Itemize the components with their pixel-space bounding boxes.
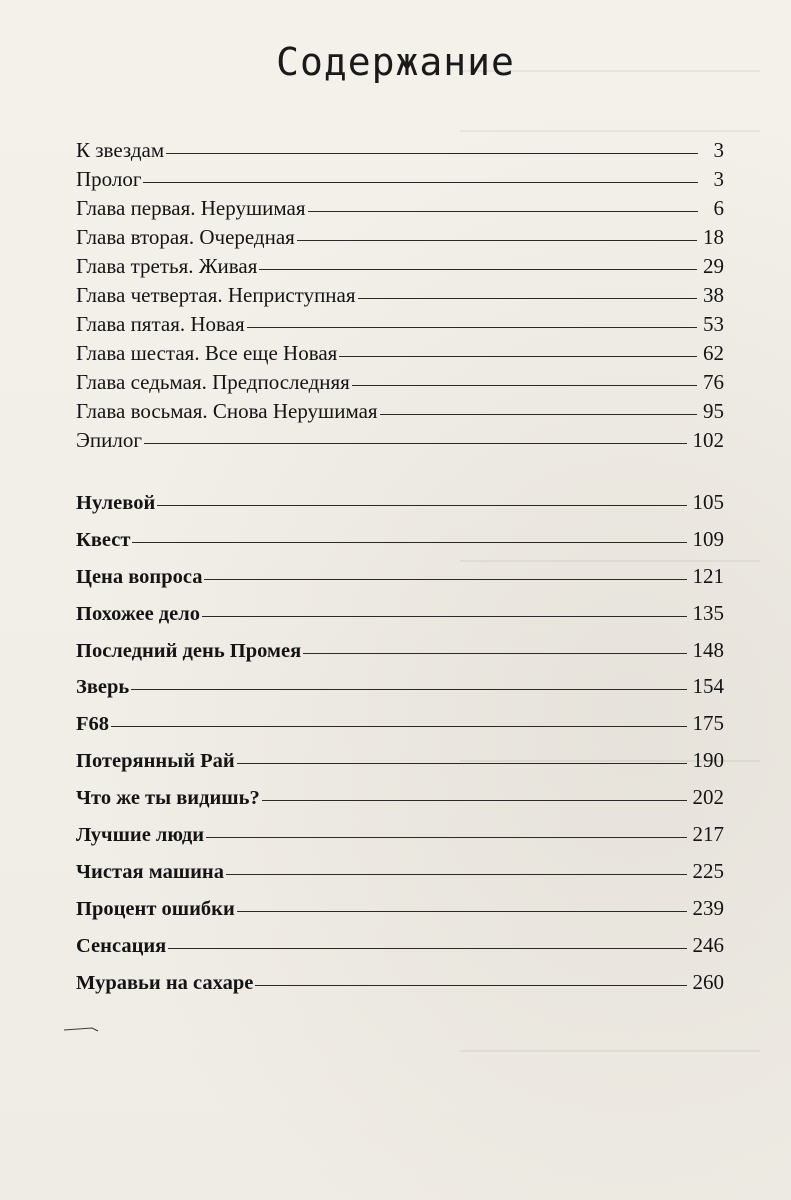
toc-entry-page: 3 bbox=[713, 167, 724, 191]
toc-entry[interactable] bbox=[76, 138, 724, 167]
toc-entry-page: 154 bbox=[692, 674, 724, 699]
toc-leader-line bbox=[132, 542, 686, 543]
toc-leader-line bbox=[358, 298, 697, 299]
toc-entry-page: 76 bbox=[703, 370, 724, 394]
toc-entry-title: Потерянный Рай bbox=[76, 750, 235, 773]
toc-entry[interactable] bbox=[76, 167, 724, 196]
toc-leader-line bbox=[131, 689, 686, 690]
toc-entry-page: 95 bbox=[703, 399, 724, 423]
toc-leader-line bbox=[308, 211, 699, 212]
toc-leader-line bbox=[255, 985, 686, 986]
toc-entry[interactable] bbox=[76, 711, 724, 748]
toc-leader-line bbox=[237, 763, 687, 764]
toc-entry[interactable] bbox=[76, 748, 724, 785]
toc-entry-title: Глава четвертая. Неприступная bbox=[76, 283, 356, 307]
toc-entry-title: Эпилог bbox=[76, 428, 142, 452]
toc-entry-page: 260 bbox=[692, 969, 724, 994]
toc-entry-page: 121 bbox=[692, 563, 724, 588]
toc-section-novel bbox=[76, 138, 724, 457]
toc-entry-title: Что же ты видишь? bbox=[76, 787, 260, 810]
toc-leader-line bbox=[204, 579, 686, 580]
toc-leader-line bbox=[226, 874, 687, 875]
toc-leader-line bbox=[303, 653, 686, 654]
toc-leader-line bbox=[157, 505, 686, 506]
toc-entry-page: 239 bbox=[692, 895, 724, 920]
toc-entry-page: 38 bbox=[703, 283, 724, 307]
toc-entry[interactable] bbox=[76, 564, 724, 601]
toc-leader-line bbox=[202, 616, 686, 617]
toc-leader-line bbox=[111, 726, 686, 727]
toc-entry-title: Муравьи на сахаре bbox=[76, 971, 254, 994]
toc-entry[interactable] bbox=[76, 970, 724, 1007]
bleed-through-line bbox=[460, 130, 760, 132]
toc-entry-title: Сенсация bbox=[76, 934, 167, 957]
toc-entry[interactable] bbox=[76, 225, 724, 254]
toc-entry-title: Лучшие люди bbox=[76, 824, 205, 847]
toc-entry[interactable] bbox=[76, 254, 724, 283]
toc-entry-page: 29 bbox=[703, 254, 724, 278]
contents-heading: Содержание bbox=[276, 40, 515, 84]
toc-leader-line bbox=[168, 948, 686, 949]
toc-leader-line bbox=[352, 385, 697, 386]
toc-entry-page: 53 bbox=[703, 312, 724, 336]
toc-entry-page: 6 bbox=[713, 196, 724, 220]
toc-entry[interactable] bbox=[76, 859, 724, 896]
toc-entry-title: Похожее дело bbox=[76, 602, 201, 625]
toc-entry-title: Пролог bbox=[76, 167, 142, 191]
toc-entry-title: Глава шестая. Все еще Новая bbox=[76, 341, 338, 365]
toc-entry[interactable] bbox=[76, 822, 724, 859]
toc-entry-page: 246 bbox=[692, 932, 724, 957]
toc-entry-page: 3 bbox=[713, 138, 724, 162]
toc-entry-title: Нулевой bbox=[76, 492, 156, 514]
toc-entry[interactable] bbox=[76, 312, 724, 341]
toc-entry-page: 105 bbox=[692, 490, 724, 514]
section-gap bbox=[76, 457, 724, 490]
pen-mark bbox=[62, 1024, 102, 1034]
toc-entry[interactable] bbox=[76, 674, 724, 711]
toc-entry-page: 102 bbox=[692, 428, 724, 452]
table-of-contents bbox=[76, 138, 724, 1006]
toc-leader-line bbox=[259, 269, 697, 270]
toc-entry-title: Глава пятая. Новая bbox=[76, 312, 245, 336]
toc-entry-page: 225 bbox=[692, 858, 724, 883]
bleed-through-line bbox=[460, 1050, 760, 1052]
toc-entry[interactable] bbox=[76, 490, 724, 527]
toc-entry-title: К звездам bbox=[76, 138, 165, 162]
toc-entry-page: 217 bbox=[692, 822, 724, 847]
toc-entry[interactable] bbox=[76, 196, 724, 225]
toc-leader-line bbox=[262, 800, 687, 801]
toc-entry-page: 18 bbox=[703, 225, 724, 249]
toc-entry[interactable] bbox=[76, 933, 724, 970]
toc-entry-page: 109 bbox=[692, 526, 724, 551]
toc-entry-title: F68 bbox=[76, 713, 110, 736]
toc-entry[interactable] bbox=[76, 399, 724, 428]
toc-entry-title: Глава первая. Нерушимая bbox=[76, 196, 306, 220]
toc-entry-title: Чистая машина bbox=[76, 860, 224, 883]
toc-entry-title: Зверь bbox=[76, 676, 130, 699]
toc-entry[interactable] bbox=[76, 370, 724, 399]
toc-entry-title: Последний день Промея bbox=[76, 639, 302, 662]
toc-entry[interactable] bbox=[76, 601, 724, 638]
toc-leader-line bbox=[237, 911, 687, 912]
toc-entry[interactable] bbox=[76, 283, 724, 312]
toc-entry-title: Квест bbox=[76, 528, 131, 551]
toc-entry-title: Цена вопроса bbox=[76, 565, 203, 588]
toc-leader-line bbox=[297, 240, 697, 241]
toc-entry[interactable] bbox=[76, 638, 724, 675]
toc-entry-page: 62 bbox=[703, 341, 724, 365]
toc-entry[interactable] bbox=[76, 527, 724, 564]
toc-entry-title: Глава вторая. Очередная bbox=[76, 225, 295, 249]
toc-leader-line bbox=[144, 443, 687, 444]
toc-entry-page: 202 bbox=[692, 785, 724, 810]
toc-entry[interactable] bbox=[76, 785, 724, 822]
toc-leader-line bbox=[143, 182, 698, 183]
toc-entry-page: 175 bbox=[692, 711, 724, 736]
toc-leader-line bbox=[380, 414, 697, 415]
toc-leader-line bbox=[247, 327, 697, 328]
toc-leader-line bbox=[339, 356, 697, 357]
toc-entry-title: Глава седьмая. Предпоследняя bbox=[76, 370, 350, 394]
toc-entry-page: 148 bbox=[692, 637, 724, 662]
toc-entry[interactable] bbox=[76, 341, 724, 370]
toc-entry[interactable] bbox=[76, 428, 724, 457]
toc-entry[interactable] bbox=[76, 896, 724, 933]
toc-entry-title: Процент ошибки bbox=[76, 897, 235, 920]
toc-section-stories bbox=[76, 490, 724, 1006]
toc-entry-title: Глава восьмая. Снова Нерушимая bbox=[76, 399, 378, 423]
toc-entry-page: 135 bbox=[692, 600, 724, 625]
toc-leader-line bbox=[166, 153, 698, 154]
toc-entry-page: 190 bbox=[692, 748, 724, 773]
toc-leader-line bbox=[206, 837, 686, 838]
toc-entry-title: Глава третья. Живая bbox=[76, 254, 258, 278]
